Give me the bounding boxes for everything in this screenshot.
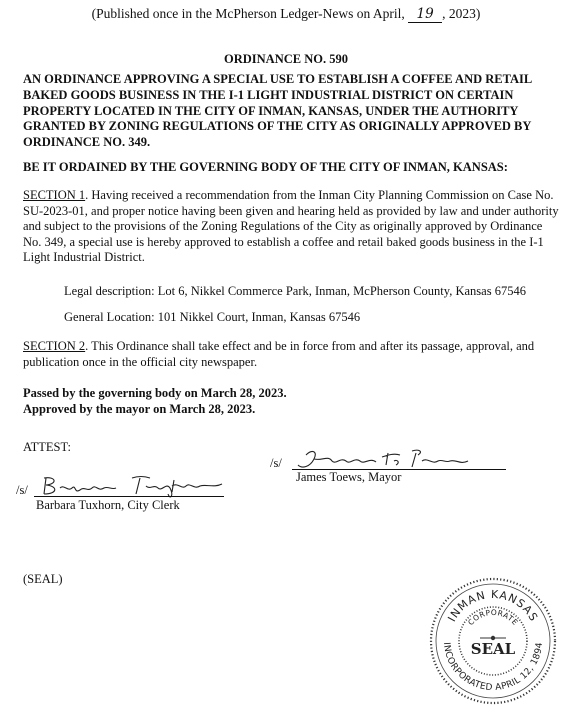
publication-line (0, 6, 572, 23)
approved-line: Approved by the mayor on March 28, 2023. (23, 401, 256, 416)
attest-label: ATTEST: (23, 440, 71, 454)
corporate-seal (428, 576, 558, 706)
seal-outer-bottom-text: INCORPORATED APRIL 12, 1894 (441, 641, 546, 694)
clerk-signature-prefix: /s/ (16, 483, 28, 497)
publication-day: 19 (408, 6, 442, 23)
mayor-signature-prefix: /s/ (270, 456, 282, 470)
passage-info (23, 386, 287, 417)
general-location: General Location: 101 Nikkel Court, Inman, Kansas 67546 (64, 310, 361, 324)
seal-label: (SEAL) (23, 572, 63, 586)
seal-center-text: SEAL (470, 640, 516, 658)
clerk-handwritten-signature (34, 474, 226, 498)
section-1-text: . Having received a recommendation from the Inman City Planning Commission on Case No. SU-2023-01, and proper notice having been given and hearing held as provided by law and under authority and subject to the provisions of the Zoning Regulations of the City as originally approved by Ordinance No. 349, a special use is hereby approved to establish a coffee and retail baked goods business in the I-1 Light Industrial District. (23, 188, 559, 264)
publication-prefix: (Published once in the McPherson Ledger-News on April, (91, 6, 405, 21)
section-2-heading: SECTION 2 (23, 339, 86, 353)
ordinance-number: ORDINANCE NO. 590 (224, 52, 348, 66)
clerk-signature-line (34, 496, 224, 497)
ordaining-clause: BE IT ORDAINED BY THE GOVERNING BODY OF THE CITY OF INMAN, KANSAS: (23, 160, 508, 174)
seal-outer-top-text: INMAN KANSAS (445, 587, 541, 624)
passed-line: Passed by the governing body on March 28, 2023. (23, 386, 287, 400)
section-2 (23, 339, 561, 370)
section-1-heading: SECTION 1 (23, 188, 86, 202)
clerk-name: Barbara Tuxhorn, City Clerk (36, 498, 180, 512)
section-1 (23, 188, 561, 266)
ordinance-title: AN ORDINANCE APPROVING A SPECIAL USE TO ESTABLISH A COFFEE AND RETAIL BAKED GOODS BUSINESS IN THE I-1 LIGHT INDUSTRIAL DISTRICT ON CERTAIN PROPERTY LOCATED IN THE CITY OF INMAN, KANSAS, UNDER THE AUTHORITY GRANTED BY ZONING REGULATIONS OF THE CITY AS ORIGINALLY APPROVED BY ORDINANCE NO. 349. (23, 72, 532, 150)
legal-description: Legal description: Lot 6, Nikkel Commerce Park, Inman, McPherson County, Kansas 67546 (64, 284, 526, 298)
publication-suffix: , 2023) (442, 6, 481, 21)
mayor-name: James Toews, Mayor (296, 470, 402, 484)
seal-inner-top-text: CORPORATE (466, 607, 520, 628)
mayor-handwritten-signature (292, 449, 506, 471)
section-2-text: . This Ordinance shall take effect and be in force from and after its passage, approval, and publication once in the official city newspaper. (23, 339, 535, 369)
